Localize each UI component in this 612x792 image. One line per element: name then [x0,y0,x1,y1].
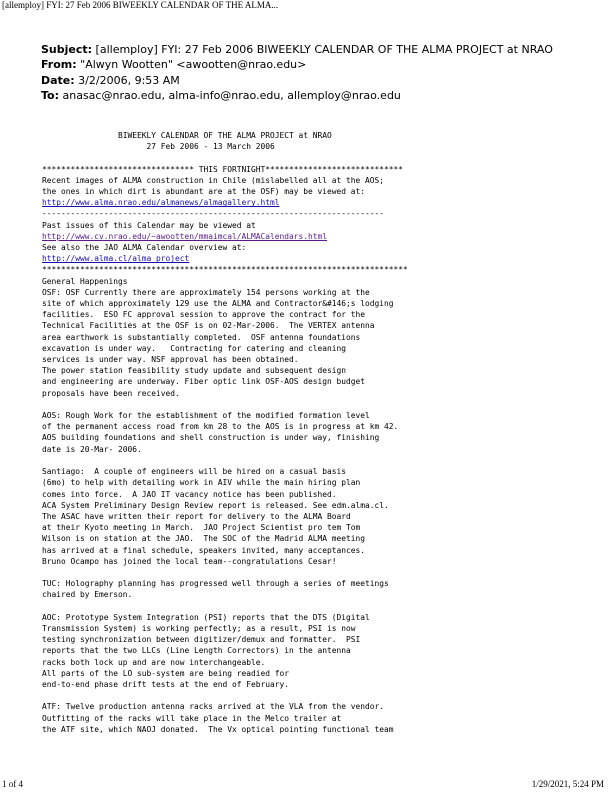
print-timestamp: 1/29/2021, 5:24 PM [531,779,604,789]
subject-value: [allemploy] FYI: 27 Feb 2006 BIWEEKLY CALENDAR OF THE ALMA PROJECT at NRAO [95,43,553,56]
to-line [41,89,401,103]
subject-line [41,43,553,57]
from-line [41,58,306,72]
images-paragraph: Recent images of ALMA construction in Chile (mislabelled all at the AOS; the ones in which dirt is abundant are at the OSF) may be viewed at: [42,175,385,197]
star-rule: ***************************************************************************** [42,265,408,275]
to-value: anasac@nrao.edu, alma-info@nrao.edu, allemploy@nrao.edu [62,89,401,102]
page-count: 1 of 4 [2,779,23,789]
dash-rule: ------------------------------------------------------------------------ [42,209,385,219]
page-title: [allemploy] FYI: 27 Feb 2006 BIWEEKLY CALENDAR OF THE ALMA... [2,0,279,10]
gallery-link[interactable]: http://www.alma.nrao.edu/almanews/almagallery.html [42,198,280,208]
calendars-link[interactable]: http://www.cv.nrao.edu/~awootten/mmaimcal/ALMACalendars.html [42,231,328,241]
from-label: From: [41,58,77,71]
date-line [41,74,180,88]
to-label: To: [41,89,59,102]
fortnight-rule: ******************************** THIS FORTNIGHT***************************** [42,164,404,174]
message-body [42,130,408,735]
jao-link[interactable]: http://www.alma.cl/alma_project [42,254,190,264]
from-value: "Alwyn Wootten" <awootten@nrao.edu> [80,58,307,71]
past-issues-text: Past issues of this Calendar may be viewed at [42,220,256,230]
jao-overview-text: See also the JAO ALMA Calendar overview at: [42,243,247,253]
general-happenings-text: General Happenings OSF: OSF Currently there are approximately 154 persons working at the site of which approximately 129 use the ALMA and Contractor&#146;s lodging facilities. ESO FC approval session to approve the contract for the Technical Facilities at the OSF is on 02-Mar-2006. The VERTEX antenna area earthwork is substantially completed. OSF antenna foundations excavation is under way. Contracting for catering and cleaning services is under way. NSF approval has been obtained. The power station feasibility study update and subsequent design and engineering are underway. Fiber optic link OSF-AOS design budget proposals have been received. AOS: Rough Work for the establishment of the modified formation level of the permanent access road from km 28 to the AOS is in progress at km 42. AOS building foundations and shell construction is under way, finishing date is 20-Mar- 2006. Santiago: A couple of engineers will be hired on a casual basis (6mo) to help with detailing work in AIV while the main hiring plan comes into force. A JAO IT vacancy notice has been published. ACA System Preliminary Design Review report is released. See edm.alma.cl. The ASAC have written their report for delivery to the ALMA Board at their Kyoto meeting in March. JAO Project Scientist pro tem Tom Wilson is on station at the JAO. The SOC of the Madrid ALMA meeting has arrived at a final schedule, speakers invited, many acceptances. Bruno Ocampo has joined the local team--congratulations Cesar! TUC: Holography planning has progressed well through a series of meetings chaired by Emerson. AOC: Prototype System Integration (PSI) reports that the DTS (Digital Transmission System) is working perfectly; as a result, PSI is now testing synchronization between digitizer/demux and formatter. PSI reports that the two LLCs (Line Length Correctors) in the antenna racks both lock up and are now interchangeable. All parts of the LO sub-system are being readied for end-to-end phase drift tests at the end of February. ATF: Twelve production antenna racks arrived at the VLA from the vendor. Outfitting of the racks will take place in the Melco trailer at the ATF site, which NAOJ donated. The Vx optical pointing functional team [42,276,399,734]
body-title-line2: 27 Feb 2006 - 13 March 2006 [42,142,275,152]
date-label: Date: [41,74,75,87]
body-title-line1: BIWEEKLY CALENDAR OF THE ALMA PROJECT at NRAO [42,131,332,140]
date-value: 3/2/2006, 9:53 AM [78,74,180,87]
subject-label: Subject: [41,43,93,56]
